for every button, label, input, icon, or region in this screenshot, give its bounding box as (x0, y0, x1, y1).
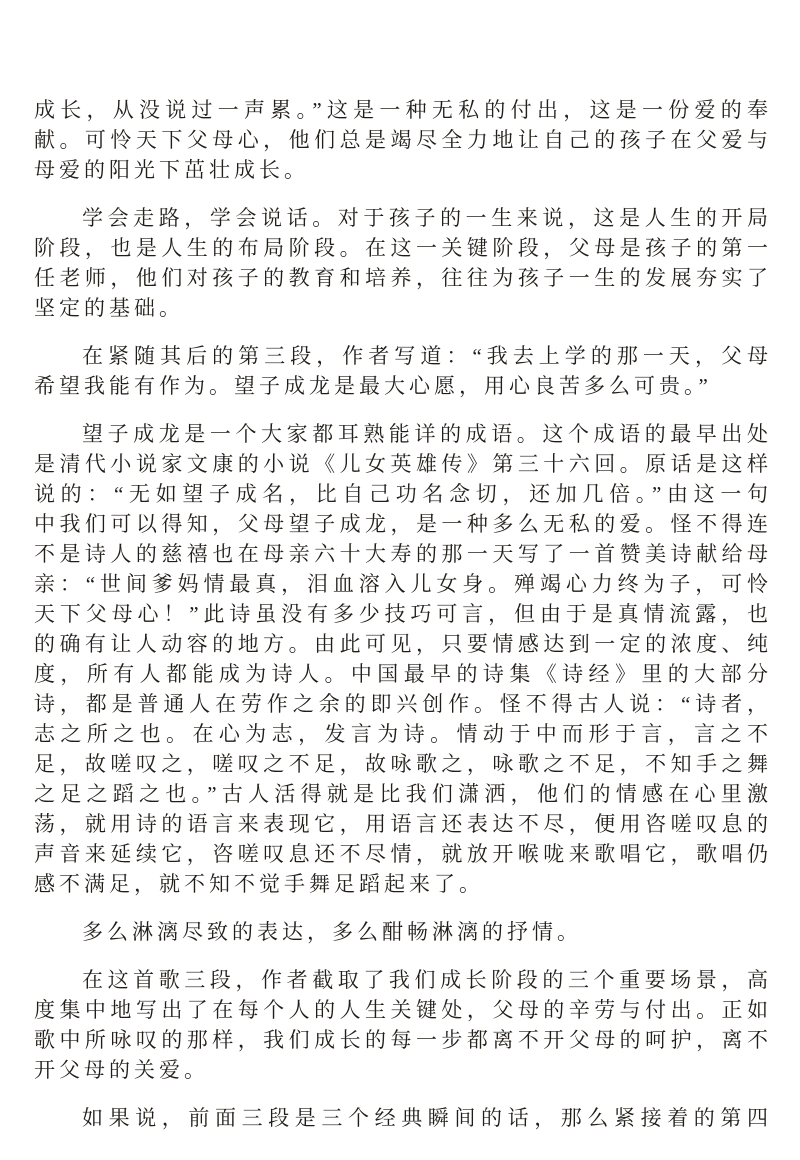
text-line: 的确有让人动容的地方。由此可见，只要情感达到一定的浓度、纯 (34, 632, 772, 656)
text-line: 诗，都是普通人在劳作之余的即兴创作。怪不得古人说：“诗者， (34, 692, 772, 716)
text-line: 望子成龙是一个大家都耳熟能详的成语。这个成语的最早出处 (82, 422, 772, 446)
text-line: 中我们可以得知，父母望子成龙，是一种多么无私的爱。怪不得连 (34, 512, 772, 536)
text-line: 度，所有人都能成为诗人。中国最早的诗集《诗经》里的大部分 (34, 662, 772, 686)
paragraph (34, 203, 772, 323)
paragraph (34, 341, 772, 401)
paragraph (34, 419, 772, 899)
text-line: 不是诗人的慈禧也在母亲六十大寿的那一天写了一首赞美诗献给母 (34, 542, 772, 566)
text-line: 母爱的阳光下茁壮成长。 (34, 158, 309, 182)
paragraph (34, 95, 772, 185)
text-line: 志之所之也。在心为志，发言为诗。情动于中而形于言，言之不 (34, 722, 772, 746)
text-line: 成长，从没说过一声累。”这是一种无私的付出，这是一份爱的奉 (34, 98, 772, 122)
text-line: 亲：“世间爹妈情最真，泪血溶入儿女身。殚竭心力终为子，可怜 (34, 572, 772, 596)
text-line: 多么淋漓尽致的表达，多么酣畅淋漓的抒情。 (82, 920, 582, 944)
text-line: 是清代小说家文康的小说《儿女英雄传》第三十六回。原话是这样 (34, 452, 772, 476)
text-line: 希望我能有作为。望子成龙是最大心愿，用心良苦多么可贵。” (34, 374, 712, 398)
text-line: 天下父母心！”此诗虽没有多少技巧可言，但由于是真情流露，也 (34, 602, 772, 626)
text-line: 在这首歌三段，作者截取了我们成长阶段的三个重要场景，高 (82, 968, 772, 992)
text-line: 度集中地写出了在每个人的人生关键处，父母的辛劳与付出。正如 (34, 998, 772, 1022)
text-line: 开父母的关爱。 (34, 1058, 209, 1082)
text-line: 说的：“无如望子成名，比自己功名念切，还加几倍。”由这一句 (34, 482, 772, 506)
text-line: 之足之蹈之也。”古人活得就是比我们潇洒，他们的情感在心里激 (34, 782, 772, 806)
text-line: 任老师，他们对孩子的教育和培养，往往为孩子一生的发展夯实了 (34, 266, 772, 290)
page-text (34, 95, 772, 1133)
text-line: 歌中所咏叹的那样，我们成长的每一步都离不开父母的呵护，离不 (34, 1028, 772, 1052)
text-line: 献。可怜天下父母心，他们总是竭尽全力地让自己的孩子在父爱与 (34, 128, 772, 152)
text-line: 如果说，前面三段是三个经典瞬间的话，那么紧接着的第四 (82, 1106, 772, 1130)
text-line: 声音来延续它，咨嗟叹息还不尽情，就放开喉咙来歌唱它，歌唱仍 (34, 842, 772, 866)
text-line: 在紧随其后的第三段，作者写道：“我去上学的那一天，父母 (82, 344, 772, 368)
paragraph (34, 917, 772, 947)
text-line: 足，故嗟叹之，嗟叹之不足，故咏歌之，咏歌之不足，不知手之舞 (34, 752, 772, 776)
text-line: 荡，就用诗的语言来表现它，用语言还表达不尽，便用咨嗟叹息的 (34, 812, 772, 836)
text-line: 感不满足，就不知不觉手舞足蹈起来了。 (34, 872, 484, 896)
text-line: 坚定的基础。 (34, 296, 184, 320)
text-line: 学会走路，学会说话。对于孩子的一生来说，这是人生的开局 (82, 206, 772, 230)
paragraph (34, 1103, 772, 1133)
paragraph (34, 965, 772, 1085)
text-line: 阶段，也是人生的布局阶段。在这一关键阶段，父母是孩子的第一 (34, 236, 772, 260)
